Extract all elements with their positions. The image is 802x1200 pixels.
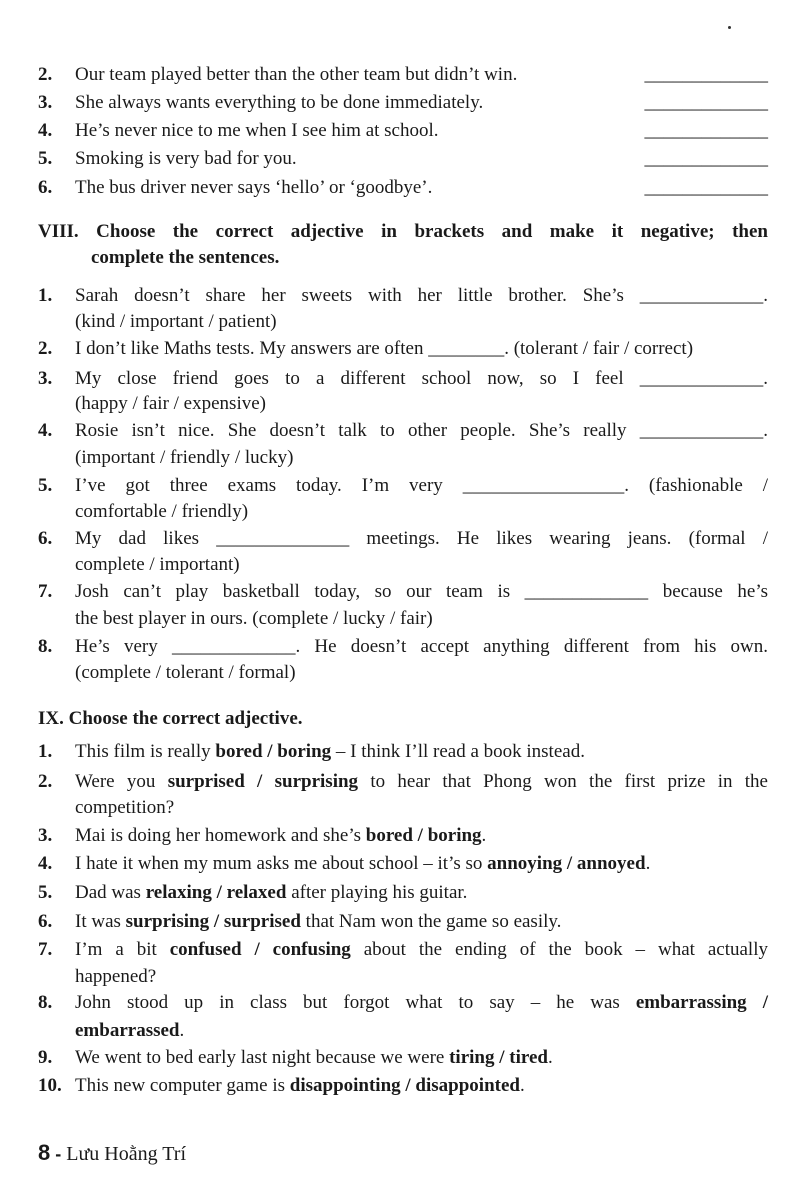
text-segment: (important / friendly / lucky) <box>75 447 294 468</box>
text-segment: My close friend goes to a different school now, so I feel _____________. <box>75 368 768 389</box>
answer-blank: _____________ <box>644 148 768 169</box>
item-text <box>75 660 768 686</box>
text-segment: Sarah doesn’t share her sweets with her little brother. She’s _____________. <box>75 285 768 306</box>
item-text: The bus driver never says ‘hello’ or ‘goodbye’. <box>75 177 433 198</box>
item-text: Smoking is very bad for you. <box>75 148 297 169</box>
item-number: 5. <box>38 475 53 496</box>
section-viii-heading <box>38 219 768 271</box>
list-item <box>38 62 768 88</box>
text-segment: (happy / fair / expensive) <box>75 393 266 414</box>
list-item <box>38 769 768 795</box>
text-segment: This new computer game is <box>75 1075 290 1096</box>
item-number: 6. <box>38 528 53 549</box>
item-text <box>75 366 768 392</box>
scan-speck <box>728 26 731 29</box>
item-text <box>75 851 768 877</box>
list-item-continuation <box>38 499 768 525</box>
text-segment: the best player in ours. (complete / lucky / fair) <box>75 608 433 629</box>
item-text: Our team played better than the other team but didn’t win. <box>75 64 518 85</box>
adjective-choice: embarrassing / <box>635 992 769 1013</box>
list-item <box>38 526 768 552</box>
item-number: 2. <box>38 771 53 792</box>
item-text <box>75 909 768 935</box>
list-item <box>38 175 768 201</box>
text-segment: This film is really <box>75 741 216 762</box>
list-item <box>38 90 768 116</box>
item-number: 8. <box>38 636 53 657</box>
text-segment: We went to bed early last night because we were <box>75 1047 450 1068</box>
item-number: 2. <box>38 64 53 85</box>
text-segment: It was <box>75 911 126 932</box>
list-item <box>38 1045 768 1071</box>
text-segment: . <box>179 1020 185 1041</box>
item-text <box>75 526 768 552</box>
list-item <box>38 739 768 765</box>
adjective-choice: embarrassed <box>75 1020 180 1041</box>
item-text <box>75 769 768 795</box>
list-item <box>38 634 768 660</box>
page-number: 8 <box>38 1140 51 1165</box>
item-text <box>75 391 768 417</box>
list-item <box>38 283 768 309</box>
footer-separator: - <box>50 1144 67 1164</box>
author-name: Lưu Hoằng Trí <box>66 1143 186 1165</box>
adjective-choice: confused / confusing <box>169 939 351 960</box>
text-segment: to hear that Phong won the first prize in the <box>358 771 768 792</box>
page-footer <box>38 1140 186 1166</box>
text-segment: after playing his guitar. <box>286 882 468 903</box>
adjective-choice: surprising / surprised <box>125 911 301 932</box>
text-segment: comfortable / friendly) <box>75 501 249 522</box>
item-number: 4. <box>38 420 53 441</box>
item-text <box>75 579 768 605</box>
text-segment: competition? <box>75 797 175 818</box>
text-segment: He’s very _____________. He doesn’t accept anything different from his own. <box>75 636 768 657</box>
list-item <box>38 909 768 935</box>
item-number: 6. <box>38 177 53 198</box>
item-text <box>75 473 768 499</box>
text-segment: Were you <box>75 771 168 792</box>
item-text <box>75 1018 768 1044</box>
text-segment: Josh can’t play basketball today, so our team is _____________ because he’s <box>75 581 768 602</box>
item-number: 8. <box>38 992 53 1013</box>
item-text <box>75 880 768 906</box>
list-item-continuation <box>38 391 768 417</box>
item-number: 6. <box>38 911 53 932</box>
item-text <box>75 499 768 525</box>
text-segment: Dad was <box>75 882 146 903</box>
item-number: 2. <box>38 338 53 359</box>
list-item <box>38 146 768 172</box>
item-text <box>75 1073 768 1099</box>
list-item-continuation <box>38 1018 768 1044</box>
item-number: 1. <box>38 741 53 762</box>
text-segment: John stood up in class but forgot what to say – he was <box>75 992 636 1013</box>
item-number: 7. <box>38 939 53 960</box>
text-segment: . <box>481 825 487 846</box>
item-number: 10. <box>38 1075 62 1096</box>
adjective-choice: relaxing / relaxed <box>145 882 287 903</box>
list-item-continuation <box>38 445 768 471</box>
item-text: He’s never nice to me when I see him at school. <box>75 120 439 141</box>
item-number: 5. <box>38 148 53 169</box>
text-segment: (complete / tolerant / formal) <box>75 662 296 683</box>
item-number: 4. <box>38 853 53 874</box>
item-number: 3. <box>38 825 53 846</box>
list-item <box>38 990 768 1016</box>
list-item-continuation <box>38 660 768 686</box>
item-text <box>75 795 768 821</box>
item-text <box>75 283 768 309</box>
item-text <box>75 309 768 335</box>
item-text <box>75 445 768 471</box>
item-text <box>75 937 768 963</box>
list-item <box>38 823 768 849</box>
item-text <box>75 990 768 1016</box>
item-text <box>75 964 768 990</box>
item-text: She always wants everything to be done immediately. <box>75 92 484 113</box>
list-item-continuation <box>38 552 768 578</box>
text-segment: – I think I’ll read a book instead. <box>331 741 585 762</box>
list-item <box>38 418 768 444</box>
list-item <box>38 473 768 499</box>
list-item-continuation <box>38 309 768 335</box>
item-text <box>75 418 768 444</box>
item-number: 5. <box>38 882 53 903</box>
list-item <box>38 880 768 906</box>
section-viii-heading-line2: complete the sentences. <box>91 247 280 268</box>
adjective-choice: bored / boring <box>215 741 332 762</box>
list-item <box>38 851 768 877</box>
item-number: 7. <box>38 581 53 602</box>
text-segment: Rosie isn’t nice. She doesn’t talk to other people. She’s really _____________. <box>75 420 768 441</box>
adjective-choice: tiring / tired <box>449 1047 548 1068</box>
item-number: 3. <box>38 368 53 389</box>
list-item-continuation <box>38 964 768 990</box>
text-segment: . <box>645 853 651 874</box>
text-segment: happened? <box>75 966 157 987</box>
list-item <box>38 937 768 963</box>
answer-blank: _____________ <box>644 64 768 85</box>
text-segment: I don’t like Maths tests. My answers are often ________. (tolerant / fair / correct) <box>75 338 694 359</box>
item-text <box>75 823 768 849</box>
text-segment: about the ending of the book – what actually <box>350 939 768 960</box>
section-ix-heading: IX. Choose the correct adjective. <box>38 708 303 729</box>
text-segment: Mai is doing her homework and she’s <box>75 825 366 846</box>
text-segment: . <box>519 1075 525 1096</box>
text-segment: . <box>547 1047 553 1068</box>
item-text <box>75 606 768 632</box>
item-text <box>75 336 768 362</box>
list-item <box>38 118 768 144</box>
text-segment: (kind / important / patient) <box>75 311 277 332</box>
item-text <box>75 1045 768 1071</box>
adjective-choice: bored / boring <box>365 825 482 846</box>
adjective-choice: annoying / annoyed <box>487 853 646 874</box>
list-item-continuation <box>38 606 768 632</box>
text-segment: that Nam won the game so easily. <box>300 911 562 932</box>
item-text <box>75 739 768 765</box>
text-segment: I’m a bit <box>75 939 170 960</box>
list-item <box>38 1073 768 1099</box>
item-number: 3. <box>38 92 53 113</box>
answer-blank: _____________ <box>644 177 768 198</box>
list-item <box>38 579 768 605</box>
section-viii-heading-line1: VIII. Choose the correct adjective in brackets and make it negative; then <box>38 221 768 242</box>
text-segment: I’ve got three exams today. I’m very _________________. (fashionable / <box>75 475 768 496</box>
item-number: 9. <box>38 1047 53 1068</box>
item-text <box>75 634 768 660</box>
text-segment: complete / important) <box>75 554 240 575</box>
text-segment: My dad likes ______________ meetings. He likes wearing jeans. (formal / <box>75 528 768 549</box>
list-item <box>38 336 768 362</box>
text-segment: I hate it when my mum asks me about school – it’s so <box>75 853 488 874</box>
answer-blank: _____________ <box>644 92 768 113</box>
adjective-choice: surprised / surprising <box>167 771 359 792</box>
item-text <box>75 552 768 578</box>
list-item-continuation <box>38 795 768 821</box>
adjective-choice: disappointing / disappointed <box>289 1075 520 1096</box>
answer-blank: _____________ <box>644 120 768 141</box>
item-number: 4. <box>38 120 53 141</box>
list-item <box>38 366 768 392</box>
item-number: 1. <box>38 285 53 306</box>
